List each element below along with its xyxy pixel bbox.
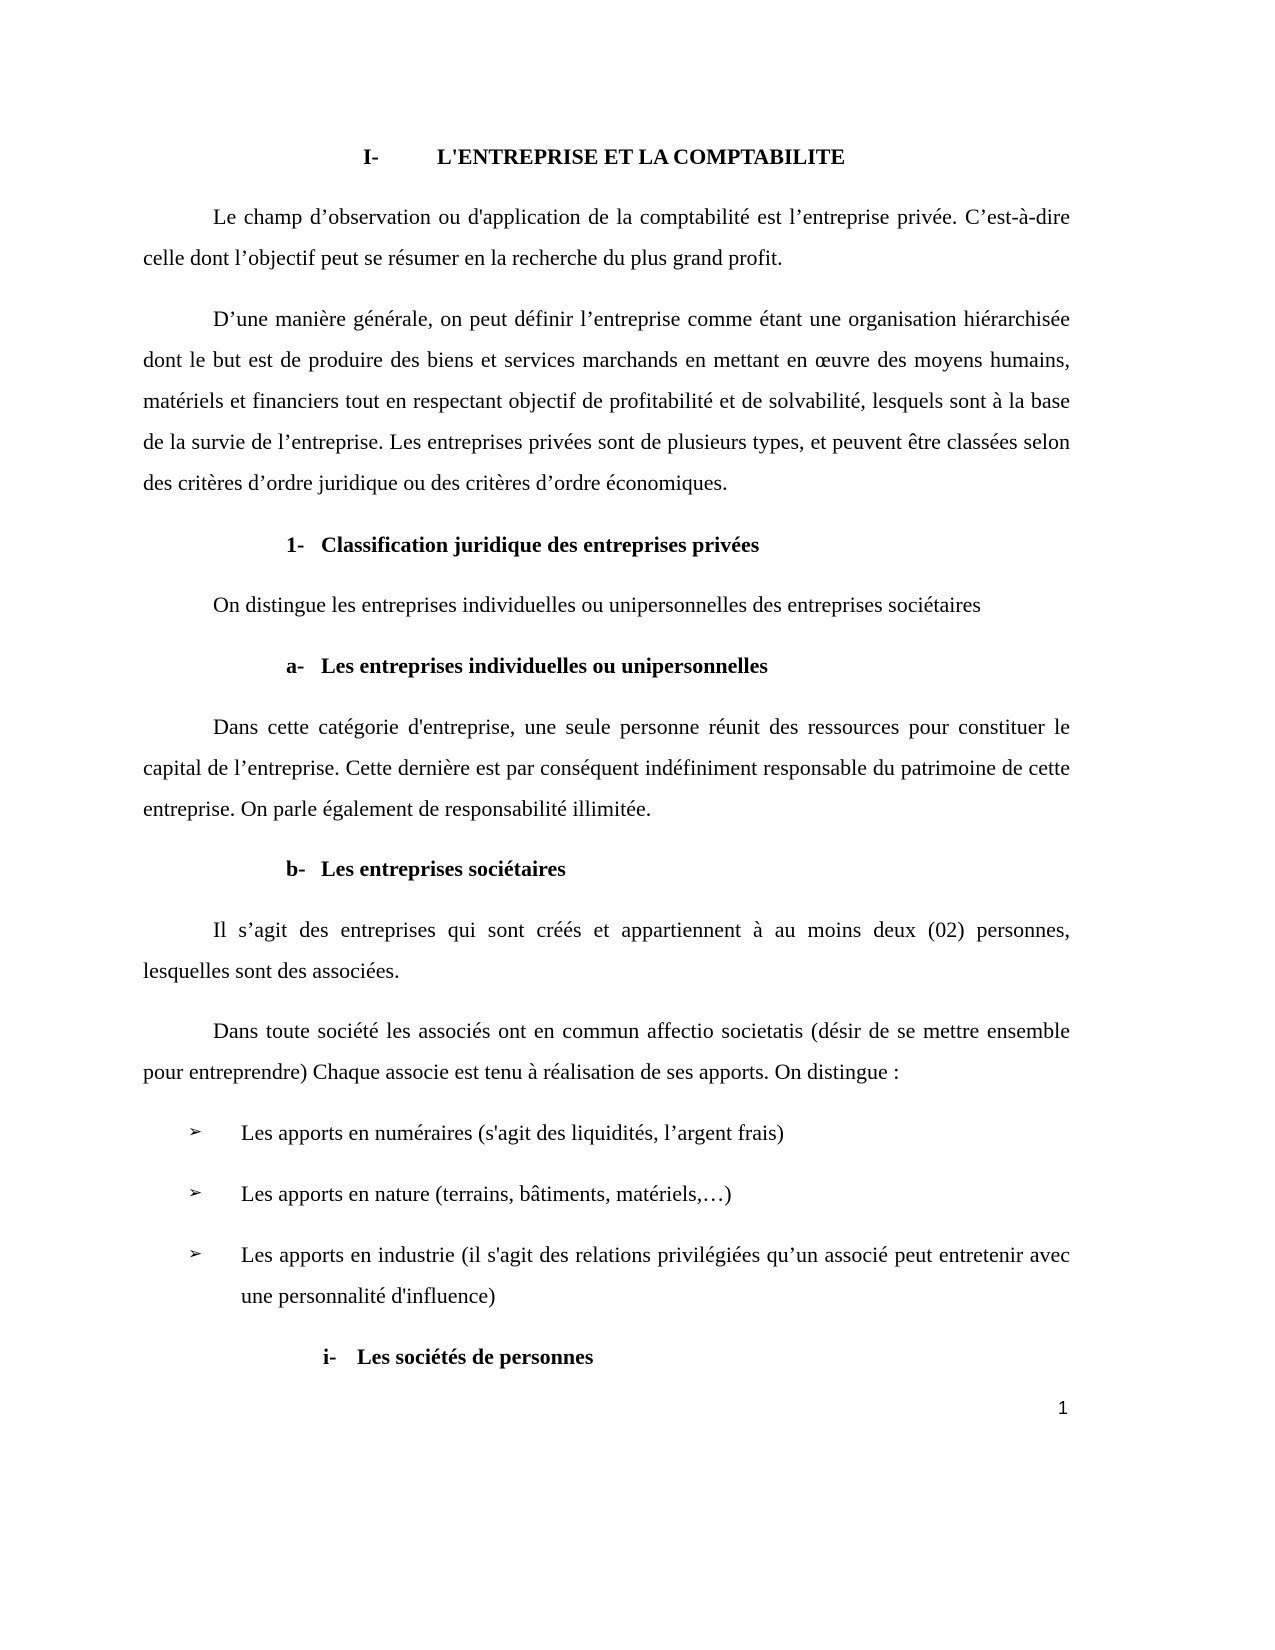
heading-text: Les entreprises sociétaires (321, 856, 566, 881)
section-title (363, 136, 846, 177)
arrowhead-bullet-icon: ➢ (188, 1244, 203, 1264)
list-item-text: Les apports en industrie (il s'agit des relations privilégiées qu’un associé peut entretenir avec une personnalité d'influence) (241, 1242, 1070, 1308)
heading-number: a- (286, 653, 305, 678)
heading-number: i- (323, 1344, 337, 1369)
heading-text: Les entreprises individuelles ou unipersonnelles (321, 653, 768, 678)
list-item-text: Les apports en nature (terrains, bâtiments, matériels,…) (241, 1181, 732, 1206)
list-item-text: Les apports en numéraires (s'agit des liquidités, l’argent frais) (241, 1120, 785, 1145)
page-number: 1 (1058, 1398, 1069, 1418)
heading-text: Classification juridique des entreprises privées (321, 532, 760, 557)
paragraph-intro: Le champ d’observation ou d'application de la comptabilité est l’entreprise privée. C’est-à-dire celle dont l’objectif peut se résumer en la recherche du plus grand profit. (143, 204, 1070, 270)
heading-number: 1- (286, 532, 305, 557)
paragraph-distinction: On distingue les entreprises individuelles ou unipersonnelles des entreprises sociétaires (213, 592, 981, 617)
list-item (188, 1234, 1070, 1316)
heading-classification (286, 524, 760, 565)
paragraph-affectio: Dans toute société les associés ont en commun affectio societatis (désir de se mettre ensemble pour entreprendre) Chaque associe est tenu à réalisation de ses apports. On distingue : (143, 1018, 1070, 1084)
arrowhead-bullet-icon: ➢ (188, 1183, 203, 1203)
arrowhead-bullet-icon: ➢ (188, 1122, 203, 1142)
heading-individual (286, 645, 768, 686)
heading-societal (286, 848, 566, 889)
heading-text: Les sociétés de personnes (357, 1344, 594, 1369)
section-number: I- (363, 144, 379, 169)
heading-number: b- (286, 856, 306, 881)
list-item (188, 1112, 1070, 1153)
list-item (188, 1173, 1070, 1214)
section-title-text: L'ENTREPRISE ET LA COMPTABILITE (437, 144, 846, 169)
paragraph-definition: D’une manière générale, on peut définir l’entreprise comme étant une organisation hiérarchisée dont le but est de produire des biens et services marchands en mettant en œuvre des moyens humains, matériels et financiers tout en respectant objectif de profitabilité et de solvabilité, lesquels sont à la base de la survie de l’entreprise. Les entreprises privées sont de plusieurs types, et peuvent être classées selon des critères d’ordre juridique ou des critères d’ordre économiques. (143, 306, 1070, 495)
paragraph-individual: Dans cette catégorie d'entreprise, une seule personne réunit des ressources pour constituer le capital de l’entreprise. Cette dernière est par conséquent indéfiniment responsable du patrimoine de cette entreprise. On parle également de responsabilité illimitée. (143, 714, 1070, 821)
paragraph-societal: Il s’agit des entreprises qui sont créés et appartiennent à au moins deux (02) personnes, lesquelles sont des associées. (143, 917, 1070, 983)
heading-partnerships (323, 1336, 594, 1377)
